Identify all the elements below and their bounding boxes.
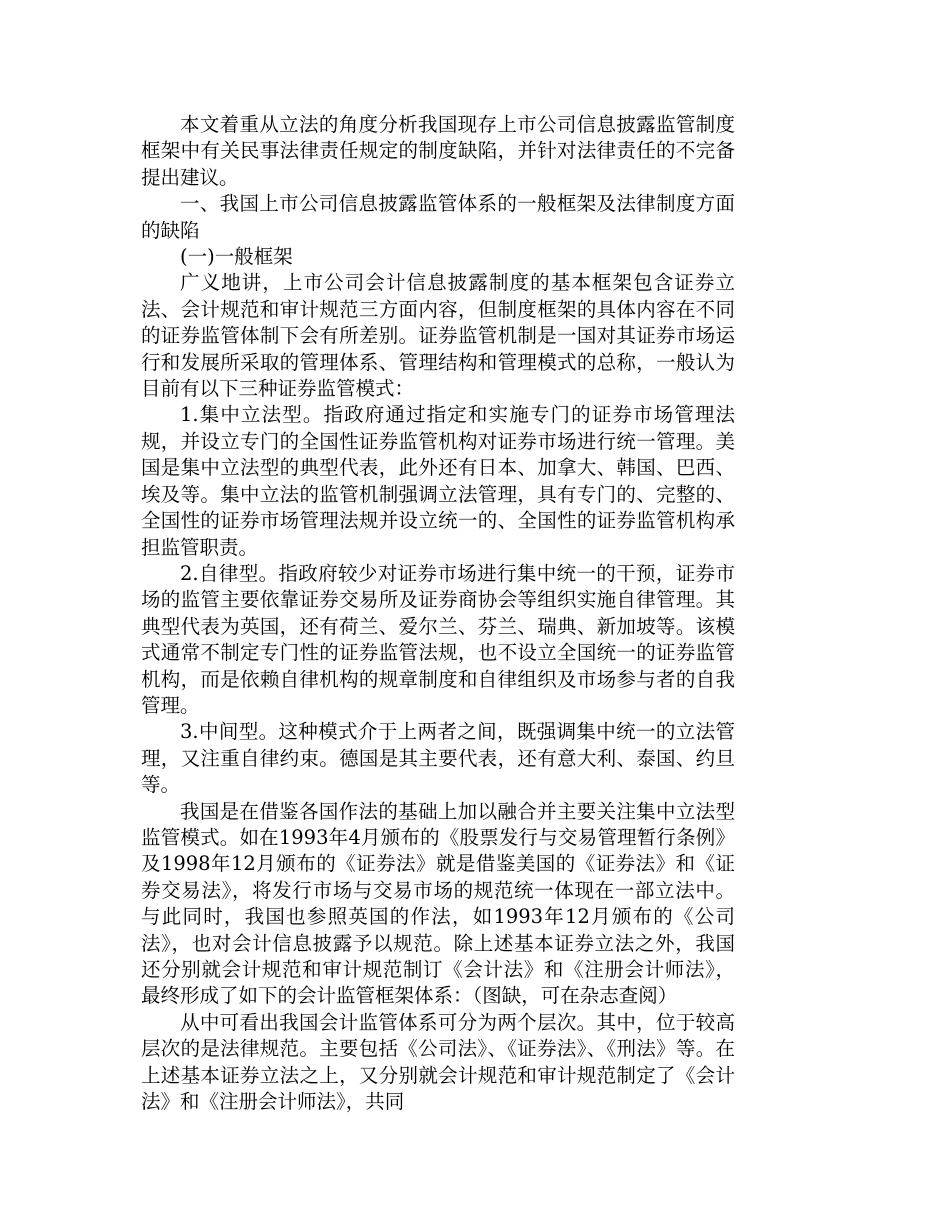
document-body bbox=[141, 112, 735, 1115]
paragraph-intermediate-type: 3.中间型。这种模式介于上两者之间，既强调集中统一的立法管理，又注重自律约束。德国是其主要代表，还有意大利、泰国、约旦等。 bbox=[141, 720, 735, 797]
paragraph-two-levels: 从中可看出我国会计监管体系可分为两个层次。其中，位于较高层次的是法律规范。主要包括《公司法》、《证券法》、《刑法》等。在上述基本证券立法之上，又分别就会计规范和审计规范制定了《会计法》和《注册会计师法》，共同 bbox=[141, 1010, 735, 1114]
paragraph-centralized-legislation: 1.集中立法型。指政府通过指定和实施专门的证券市场管理法规，并设立专门的全国性证券监管机构对证券市场进行统一管理。美国是集中立法型的典型代表，此外还有日本、加拿大、韩国、巴西、埃及等。集中立法的监管机制强调立法管理，具有专门的、完整的、全国性的证券市场管理法规并设立统一的、全国性的证券监管机构承担监管职责。 bbox=[141, 403, 735, 559]
paragraph-intro: 本文着重从立法的角度分析我国现存上市公司信息披露监管制度框架中有关民事法律责任规定的制度缺陷，并针对法律责任的不完备提出建议。 bbox=[141, 113, 735, 189]
subsection-heading-general-framework: (一)一般框架 bbox=[180, 245, 293, 269]
paragraph-china-model: 我国是在借鉴各国作法的基础上加以融合并主要关注集中立法型监管模式。如在1993年4月颁布的《股票发行与交易管理暂行条例》及1998年12月颁布的《证券法》就是借鉴美国的《证券法》和《证券交易法》，将发行市场与交易市场的规范统一体现在一部立法中。与此同时，我国也参照英国的作法，如1993年12月颁布的《公司法》，也对会计信息披露予以规范。除上述基本证券立法之外，我国还分别就会计规范和审计规范制订《会计法》和《注册会计师法》，最终形成了如下的会计监管框架体系：（图缺，可在杂志查阅） bbox=[141, 799, 735, 1008]
paragraph-self-regulation: 2.自律型。指政府较少对证券市场进行集中统一的干预，证券市场的监管主要依靠证券交易所及证券商协会等组织实施自律管理。其典型代表为英国，还有荷兰、爱尔兰、芬兰、瑞典、新加坡等。该模式通常不制定专门性的证券监管法规，也不设立全国统一的证券监管机构，而是依赖自律机构的规章制度和自律组织及市场参与者的自我管理。 bbox=[141, 561, 735, 717]
paragraph-framework-overview: 广义地讲，上市公司会计信息披露制度的基本框架包含证券立法、会计规范和审计规范三方面内容，但制度框架的具体内容在不同的证券监管体制下会有所差别。证券监管机制是一国对其证券市场运行和发展所采取的管理体系、管理结构和管理模式的总称，一般认为目前有以下三种证券监管模式： bbox=[141, 271, 735, 401]
section-heading-1: 一、我国上市公司信息披露监管体系的一般框架及法律制度方面的缺陷 bbox=[141, 192, 735, 242]
